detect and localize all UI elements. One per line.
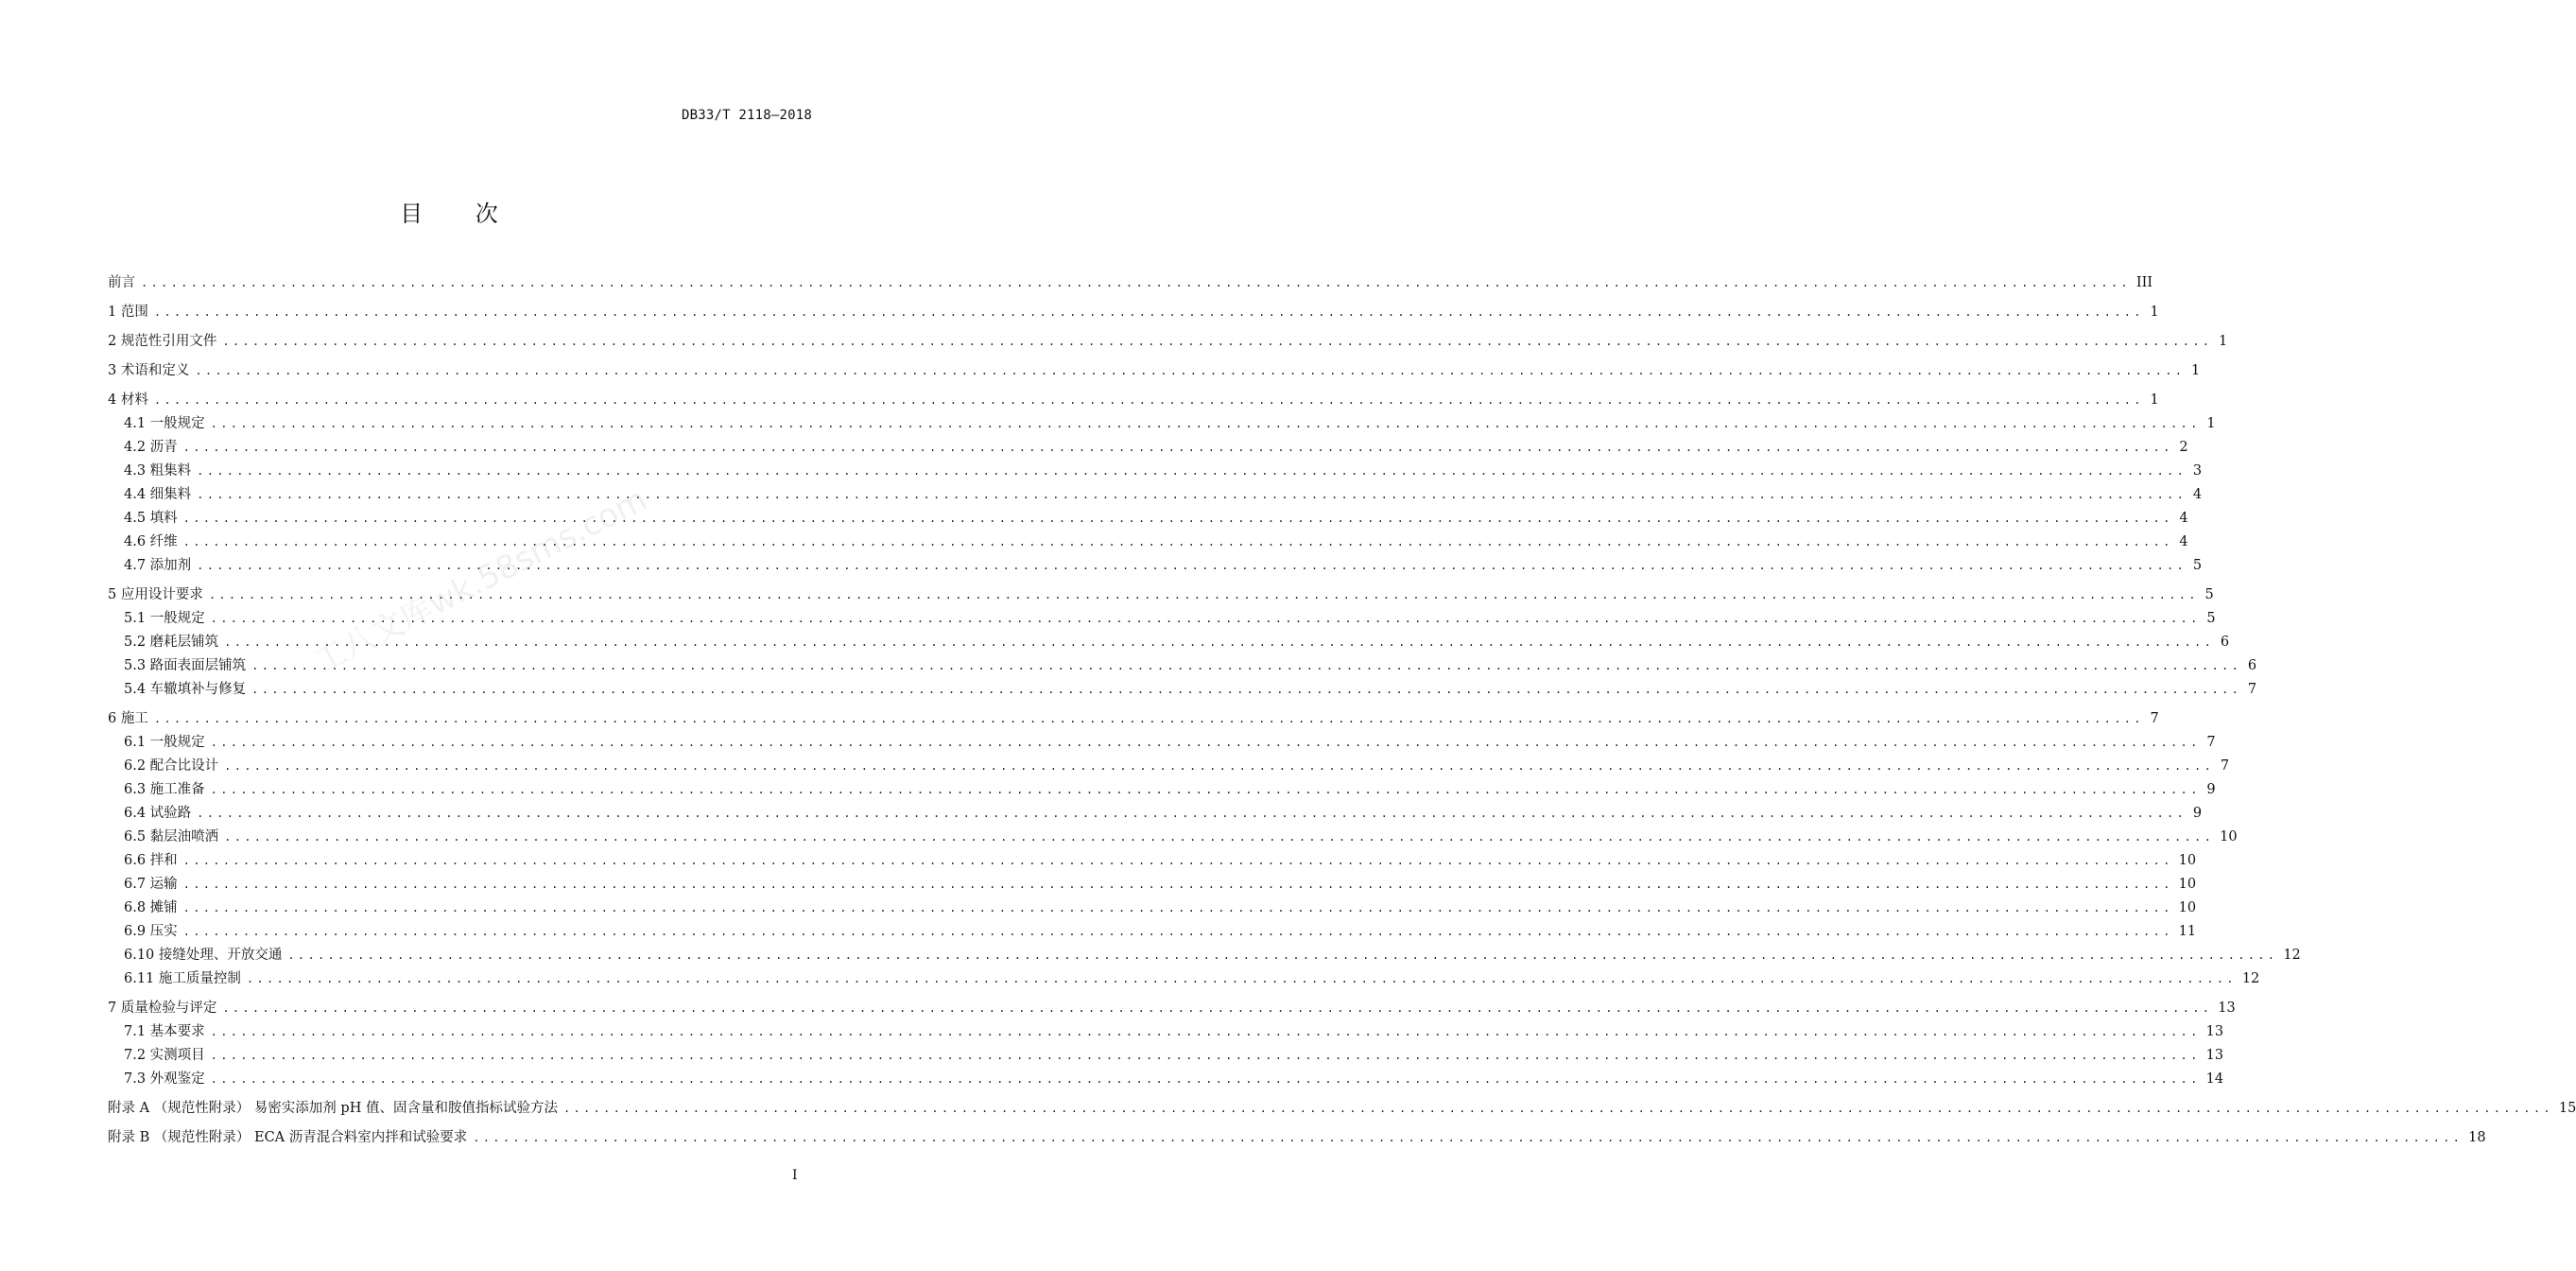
toc-entry[interactable] [108, 389, 2159, 412]
toc-entry-label: 5.3 路面表面层铺筑 [124, 658, 247, 673]
toc-entry[interactable] [108, 920, 2197, 944]
toc-entry-label: 5.1 一般规定 [124, 611, 205, 626]
toc-entry-page: 4 [2179, 534, 2188, 549]
toc-entry-label: 1 范围 [108, 305, 148, 320]
toc-entry[interactable] [108, 731, 2216, 755]
toc-dot-leader: ........................................................................................................................................................................................................ [182, 878, 2173, 891]
toc-entry-page: 10 [2178, 853, 2197, 868]
page-title: 目 次 [400, 200, 521, 227]
toc-dot-leader: ........................................................................................................................................................................................................ [197, 464, 2187, 478]
toc-entry-label: 2 规范性引用文件 [108, 334, 217, 349]
toc-entry[interactable] [108, 826, 2238, 849]
toc-entry[interactable] [108, 997, 2236, 1020]
toc-dot-leader: ........................................................................................................................................................................................................ [197, 807, 2187, 820]
toc-entry-page: 5 [2204, 587, 2214, 602]
toc-dot-leader: ........................................................................................................................................................................................................ [222, 1001, 2213, 1015]
toc-dot-leader: ........................................................................................................................................................................................................ [210, 736, 2201, 749]
toc-entry[interactable] [108, 583, 2214, 607]
toc-entry[interactable] [108, 1020, 2224, 1044]
toc-entry-label: 4.4 细集料 [124, 487, 192, 502]
toc-dot-leader: ........................................................................................................................................................................................................ [197, 559, 2187, 572]
toc-dot-leader: ........................................................................................................................................................................................................ [182, 925, 2173, 938]
toc-entry-page: 13 [2205, 1024, 2224, 1039]
toc-entry-page: 13 [2205, 1048, 2224, 1063]
toc-entry-label: 4.5 填料 [124, 511, 178, 526]
toc-entry-label: 3 术语和定义 [108, 363, 190, 378]
toc-entry-label: 6.11 施工质量控制 [124, 971, 241, 986]
toc-entry-page: 5 [2192, 558, 2203, 573]
toc-entry[interactable] [108, 607, 2216, 631]
toc-entry-page: 4 [2179, 511, 2188, 526]
toc-entry[interactable] [108, 460, 2203, 483]
toc-entry-label: 7.1 基本要求 [124, 1024, 205, 1039]
toc-dot-leader: ........................................................................................................................................................................................................ [153, 305, 2144, 319]
toc-entry[interactable] [108, 483, 2203, 507]
toc-entry-page: 11 [2178, 924, 2197, 939]
toc-entry-label: 6.10 接缝处理、开放交通 [124, 948, 283, 963]
toc-dot-leader: ........................................................................................................................................................................................................ [182, 441, 2173, 454]
toc-dot-leader: ........................................................................................................................................................................................................ [224, 830, 2215, 844]
toc-dot-leader: ........................................................................................................................................................................................................ [210, 783, 2201, 796]
toc-dot-leader: ........................................................................................................................................................................................................ [287, 949, 2278, 962]
toc-entry[interactable] [108, 554, 2203, 578]
toc-entry-page: 1 [2191, 363, 2201, 378]
toc-entry[interactable] [108, 1044, 2224, 1068]
toc-dot-leader: ........................................................................................................................................................................................................ [246, 972, 2237, 985]
toc-entry[interactable] [108, 1097, 2576, 1121]
toc-entry[interactable] [108, 778, 2216, 802]
toc-dot-leader: ........................................................................................................................................................................................................ [182, 512, 2173, 525]
toc-entry-label: 6.4 试验路 [124, 806, 192, 821]
toc-dot-leader: ........................................................................................................................................................................................................ [182, 535, 2173, 548]
toc-entry-label: 5.2 磨耗层铺筑 [124, 635, 219, 650]
toc-entry-page: 1 [2219, 334, 2228, 349]
toc-entry[interactable] [108, 436, 2188, 460]
toc-entry-label: 6.7 运输 [124, 877, 178, 892]
toc-entry-label: 6.9 压实 [124, 924, 178, 939]
toc-entry[interactable] [108, 897, 2197, 920]
toc-entry-label: 7.2 实测项目 [124, 1048, 205, 1063]
toc-entry[interactable] [108, 944, 2301, 967]
toc-dot-leader: ........................................................................................................................................................................................................ [210, 612, 2201, 625]
toc-entry-page: 7 [2150, 711, 2159, 726]
toc-dot-leader: ........................................................................................................................................................................................................ [222, 335, 2213, 348]
toc-entry-page: 1 [2206, 416, 2216, 431]
toc-entry-page: 1 [2150, 305, 2159, 320]
toc-entry[interactable] [108, 755, 2230, 778]
toc-dot-leader: ........................................................................................................................................................................................................ [224, 759, 2215, 773]
toc-entry-page: 7 [2220, 758, 2230, 774]
toc-entry[interactable] [108, 802, 2203, 826]
page-number: I [792, 1168, 798, 1183]
toc-entry[interactable] [108, 1068, 2224, 1091]
toc-entry-label: 附录 B （规范性附录） ECA 沥青混合料室内拌和试验要求 [108, 1130, 468, 1145]
toc-entry[interactable] [108, 412, 2216, 436]
toc-entry-page: 2 [2179, 440, 2188, 455]
toc-dot-leader: ........................................................................................................................................................................................................ [182, 901, 2173, 914]
toc-dot-leader: ........................................................................................................................................................................................................ [210, 1049, 2201, 1062]
toc-dot-leader: ........................................................................................................................................................................................................ [153, 393, 2144, 407]
toc-entry[interactable] [108, 873, 2197, 897]
toc-entry-label: 6.5 黏层油喷洒 [124, 829, 219, 844]
toc-entry-label: 6 施工 [108, 711, 148, 726]
toc-dot-leader: ........................................................................................................................................................................................................ [251, 683, 2242, 696]
toc-entry-label: 4.6 纤维 [124, 534, 178, 549]
toc-entry-page: 1 [2150, 392, 2159, 408]
toc-entry-label: 4 材料 [108, 392, 148, 408]
toc-entry-label: 6.1 一般规定 [124, 735, 205, 750]
toc-entry-page: 10 [2220, 829, 2238, 844]
toc-entry-page: 12 [2241, 971, 2260, 986]
toc-entry-page: 7 [2247, 682, 2257, 697]
toc-entry-page: 6 [2247, 658, 2257, 673]
toc-entry-page: 3 [2192, 463, 2203, 479]
toc-entry[interactable] [108, 849, 2197, 873]
toc-entry-label: 4.2 沥青 [124, 440, 178, 455]
toc-dot-leader: ........................................................................................................................................................................................................ [153, 712, 2144, 725]
toc-dot-leader: ........................................................................................................................................................................................................ [224, 636, 2215, 649]
toc-dot-leader: ........................................................................................................................................................................................................ [210, 1072, 2201, 1086]
toc-entry[interactable] [108, 359, 2201, 383]
toc-dot-leader: ........................................................................................................................................................................................................ [195, 364, 2186, 377]
toc-entry-page: 9 [2192, 806, 2203, 821]
toc-dot-leader: ........................................................................................................................................................................................................ [182, 854, 2173, 867]
toc-entry-page: 6 [2220, 635, 2230, 650]
toc-entry-label: 7.3 外观鉴定 [124, 1071, 205, 1087]
toc-dot-leader: ........................................................................................................................................................................................................ [210, 1025, 2201, 1038]
toc-entry-label: 附录 A （规范性附录） 易密实添加剂 pH 值、固含量和胺值指标试验方法 [108, 1101, 558, 1116]
toc-entry[interactable] [108, 654, 2257, 678]
toc-entry[interactable] [108, 271, 2153, 295]
toc-entry-page: 15 [2558, 1101, 2576, 1116]
toc-dot-leader: ........................................................................................................................................................................................................ [197, 488, 2187, 501]
toc-entry-label: 6.2 配合比设计 [124, 758, 219, 774]
table-of-contents [108, 271, 2576, 1150]
toc-entry[interactable] [108, 507, 2188, 531]
document-code: DB33/T 2118—2018 [681, 108, 812, 123]
toc-entry-page: 4 [2192, 487, 2203, 502]
toc-entry[interactable] [108, 531, 2188, 554]
toc-dot-leader: ........................................................................................................................................................................................................ [210, 417, 2201, 430]
toc-entry-label: 4.1 一般规定 [124, 416, 205, 431]
toc-entry-page: 9 [2206, 782, 2216, 797]
toc-entry-label: 6.8 摊铺 [124, 900, 178, 915]
toc-entry[interactable] [108, 301, 2159, 324]
toc-entry-page: 10 [2178, 900, 2197, 915]
toc-entry[interactable] [108, 967, 2260, 991]
toc-entry-label: 前言 [108, 275, 135, 290]
toc-entry-page: 12 [2283, 948, 2301, 963]
toc-entry[interactable] [108, 631, 2230, 654]
toc-entry-page: 14 [2205, 1071, 2224, 1087]
toc-entry-label: 6.6 拌和 [124, 853, 178, 868]
toc-entry-label: 5.4 车辙填补与修复 [124, 682, 247, 697]
toc-entry-label: 4.3 粗集料 [124, 463, 192, 479]
toc-entry-page: 5 [2206, 611, 2216, 626]
toc-entry-page: 13 [2218, 1001, 2236, 1016]
toc-entry-label: 4.7 添加剂 [124, 558, 192, 573]
toc-entry[interactable] [108, 1126, 2486, 1150]
toc-dot-leader: ........................................................................................................................................................................................................ [473, 1131, 2464, 1144]
toc-entry-label: 5 应用设计要求 [108, 587, 203, 602]
toc-entry-label: 7 质量检验与评定 [108, 1001, 217, 1016]
watermark: 工八文库wk.58sms.com [307, 480, 653, 682]
toc-entry-page: 10 [2178, 877, 2197, 892]
toc-entry-page: 7 [2206, 735, 2216, 750]
toc-entry-page: III [2135, 275, 2153, 290]
toc-entry[interactable] [108, 707, 2159, 731]
toc-dot-leader: ........................................................................................................................................................................................................ [251, 659, 2242, 672]
toc-dot-leader: ........................................................................................................................................................................................................ [562, 1102, 2553, 1115]
toc-entry-page: 18 [2468, 1130, 2486, 1145]
toc-entry-label: 6.3 施工准备 [124, 782, 205, 797]
toc-dot-leader: ........................................................................................................................................................................................................ [141, 276, 2131, 289]
toc-entry[interactable] [108, 330, 2228, 354]
toc-dot-leader: ........................................................................................................................................................................................................ [208, 588, 2199, 601]
toc-entry[interactable] [108, 678, 2257, 702]
